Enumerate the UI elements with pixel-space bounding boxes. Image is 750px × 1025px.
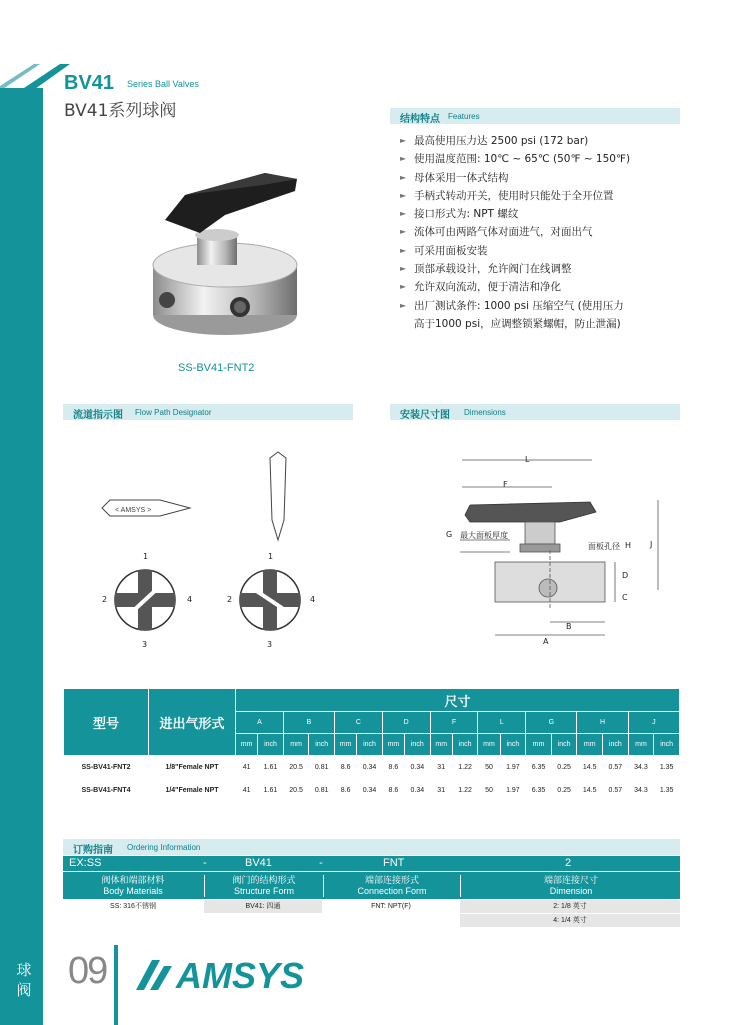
features-header	[390, 108, 680, 124]
feature-item: ► 接口形式为: NPT 螺纹	[400, 208, 519, 221]
table-row: SS-BV41-FNT2 1/8"Female NPT 41 1.61 20.5 0.81 8.6 0.34 8.6 0.34 31 1.22 50 1.97 6.35 0.25 14.5 0.57 34.3 1.35	[64, 756, 680, 779]
spec-header-conn: 进出气形式	[149, 689, 236, 756]
dim-label-B: B	[566, 622, 572, 631]
unit-inch: inch	[405, 734, 431, 756]
unit-mm: mm	[478, 734, 500, 756]
product-caption: SS-BV41-FNT2	[178, 362, 255, 374]
features-title-cn: 结构特点	[400, 114, 440, 125]
order-col-structure: 阀门的结构形式 Structure Form	[204, 875, 323, 897]
code-dash-2: -	[319, 857, 323, 869]
brand-logo-icon	[134, 958, 174, 992]
dim-label-L: L	[525, 455, 530, 464]
features-list	[398, 132, 698, 333]
unit-mm: mm	[628, 734, 654, 756]
unit-mm: mm	[526, 734, 552, 756]
dim-col-L: L	[478, 712, 526, 734]
unit-mm: mm	[335, 734, 357, 756]
code-connection: FNT	[383, 857, 405, 869]
unit-inch: inch	[603, 734, 629, 756]
feature-item: ► 可采用面板安装	[400, 244, 488, 257]
flow-path-diagram	[90, 450, 330, 650]
flow-port-3: 3	[142, 640, 148, 649]
feature-item: ► 出厂测试条件: 1000 psi 压缩空气 (使用压力	[400, 299, 624, 312]
dim-col-B: B	[283, 712, 334, 734]
unit-inch: inch	[258, 734, 284, 756]
dim-col-C: C	[335, 712, 383, 734]
feature-item: ► 最高使用压力达 2500 psi (172 bar)	[400, 135, 589, 147]
dims-title-cn: 安装尺寸图	[400, 410, 450, 421]
spec-table	[63, 688, 680, 802]
flow-port-1b: 1	[268, 552, 274, 561]
dimension-drawing	[440, 450, 670, 650]
dim-label-J: J	[650, 540, 653, 549]
feature-item: ► 使用温度范围: 10℃ ~ 65℃ (50℉ ~ 150℉)	[400, 153, 631, 166]
code-dimension: 2	[565, 857, 572, 869]
order-val-dim-2: 4: 1/4 英寸	[460, 913, 680, 927]
order-col-material: 阀体和端部材料 Body Materials	[101, 875, 165, 896]
unit-mm: mm	[430, 734, 452, 756]
brand-logo-text: AMSYS	[176, 955, 305, 996]
flow-title-en: Flow Path Designator	[135, 408, 212, 417]
dim-label-max-panel: 最大面板厚度	[460, 531, 508, 540]
flow-port-1: 1	[143, 552, 149, 561]
code-structure: BV41	[245, 857, 272, 869]
dim-label-G: G	[446, 530, 453, 539]
flow-port-2b: 2	[227, 595, 233, 604]
ordering-header	[63, 839, 680, 855]
page-title-cn: BV41系列球阀	[64, 101, 177, 121]
dim-label-panel-hole: 面板孔径	[588, 542, 620, 551]
feature-item: 高于1000 psi，应调整锁紧螺帽，防止泄漏)	[414, 317, 621, 330]
feature-item: ► 手柄式转动开关，使用时只能处于全开位置	[400, 189, 614, 202]
feature-item: ► 允许双向流动，便于清洁和净化	[400, 281, 561, 294]
page-title-model: BV41	[64, 72, 115, 94]
corner-stripe	[0, 64, 70, 134]
code-material: EX:SS	[69, 857, 102, 869]
feature-item: ► 母体采用一体式结构	[400, 171, 509, 184]
order-val-structure: BV41: 四通	[204, 900, 322, 913]
ordering-title-cn: 订购指南	[73, 845, 113, 856]
dim-col-F: F	[430, 712, 478, 734]
flow-port-3b: 3	[267, 640, 273, 649]
flow-port-4: 4	[187, 595, 193, 604]
dims-header	[390, 404, 680, 420]
dim-label-H: H	[625, 541, 632, 550]
sidebar-band	[0, 88, 43, 1025]
dim-col-J: J	[628, 712, 679, 734]
page-number: 09	[68, 950, 107, 992]
unit-inch: inch	[357, 734, 383, 756]
unit-mm: mm	[382, 734, 404, 756]
dim-label-A: A	[543, 637, 549, 646]
ordering-header-row	[63, 872, 680, 899]
flow-port-2: 2	[102, 595, 108, 604]
order-col-dimension: 端部连接尺寸 Dimension	[460, 875, 681, 897]
unit-inch: inch	[551, 734, 577, 756]
flow-title-cn: 流道指示图	[73, 410, 123, 421]
spec-header-model: 型号	[64, 689, 149, 756]
code-dash-1: -	[203, 857, 207, 869]
ordering-code-row	[63, 856, 680, 871]
order-val-connection: FNT: NPT(F)	[323, 900, 459, 913]
dim-label-F: F	[503, 480, 508, 489]
dim-label-C: C	[622, 593, 628, 602]
unit-inch: inch	[309, 734, 335, 756]
unit-inch: inch	[500, 734, 526, 756]
feature-item: ► 流体可由两路气体对面进气，对面出气	[400, 226, 593, 239]
ordering-values	[63, 900, 680, 926]
dim-col-A: A	[236, 712, 284, 734]
unit-mm: mm	[236, 734, 258, 756]
footer-separator	[114, 945, 118, 1025]
unit-mm: mm	[577, 734, 603, 756]
page-title-series: Series Ball Valves	[127, 79, 199, 89]
feature-item: ► 顶部承载设计，允许阀门在线调整	[400, 263, 572, 276]
dims-title-en: Dimensions	[464, 408, 506, 417]
dim-col-H: H	[577, 712, 628, 734]
dim-col-G: G	[526, 712, 577, 734]
svg-text:< AMSYS >: < AMSYS >	[115, 507, 152, 514]
side-label: 球阀	[16, 961, 32, 999]
product-photo	[145, 165, 305, 355]
order-val-dim-1: 2: 1/8 英寸	[460, 900, 680, 913]
ordering-title-en: Ordering Information	[127, 843, 201, 852]
dim-label-D: D	[622, 571, 629, 580]
spec-header-size: 尺寸	[236, 689, 680, 712]
unit-inch: inch	[654, 734, 680, 756]
order-col-connection: 端部连接形式 Connection Form	[323, 875, 460, 897]
dim-col-D: D	[382, 712, 430, 734]
flow-port-4b: 4	[310, 595, 316, 604]
unit-inch: inch	[452, 734, 478, 756]
unit-mm: mm	[283, 734, 309, 756]
order-val-material: SS: 316不锈钢	[63, 900, 203, 913]
flow-header	[63, 404, 353, 420]
features-title-en: Features	[448, 112, 480, 121]
table-row: SS-BV41-FNT4 1/4"Female NPT 41 1.61 20.5 0.81 8.6 0.34 8.6 0.34 31 1.22 50 1.97 6.35 0.25 14.5 0.57 34.3 1.35	[64, 779, 680, 802]
